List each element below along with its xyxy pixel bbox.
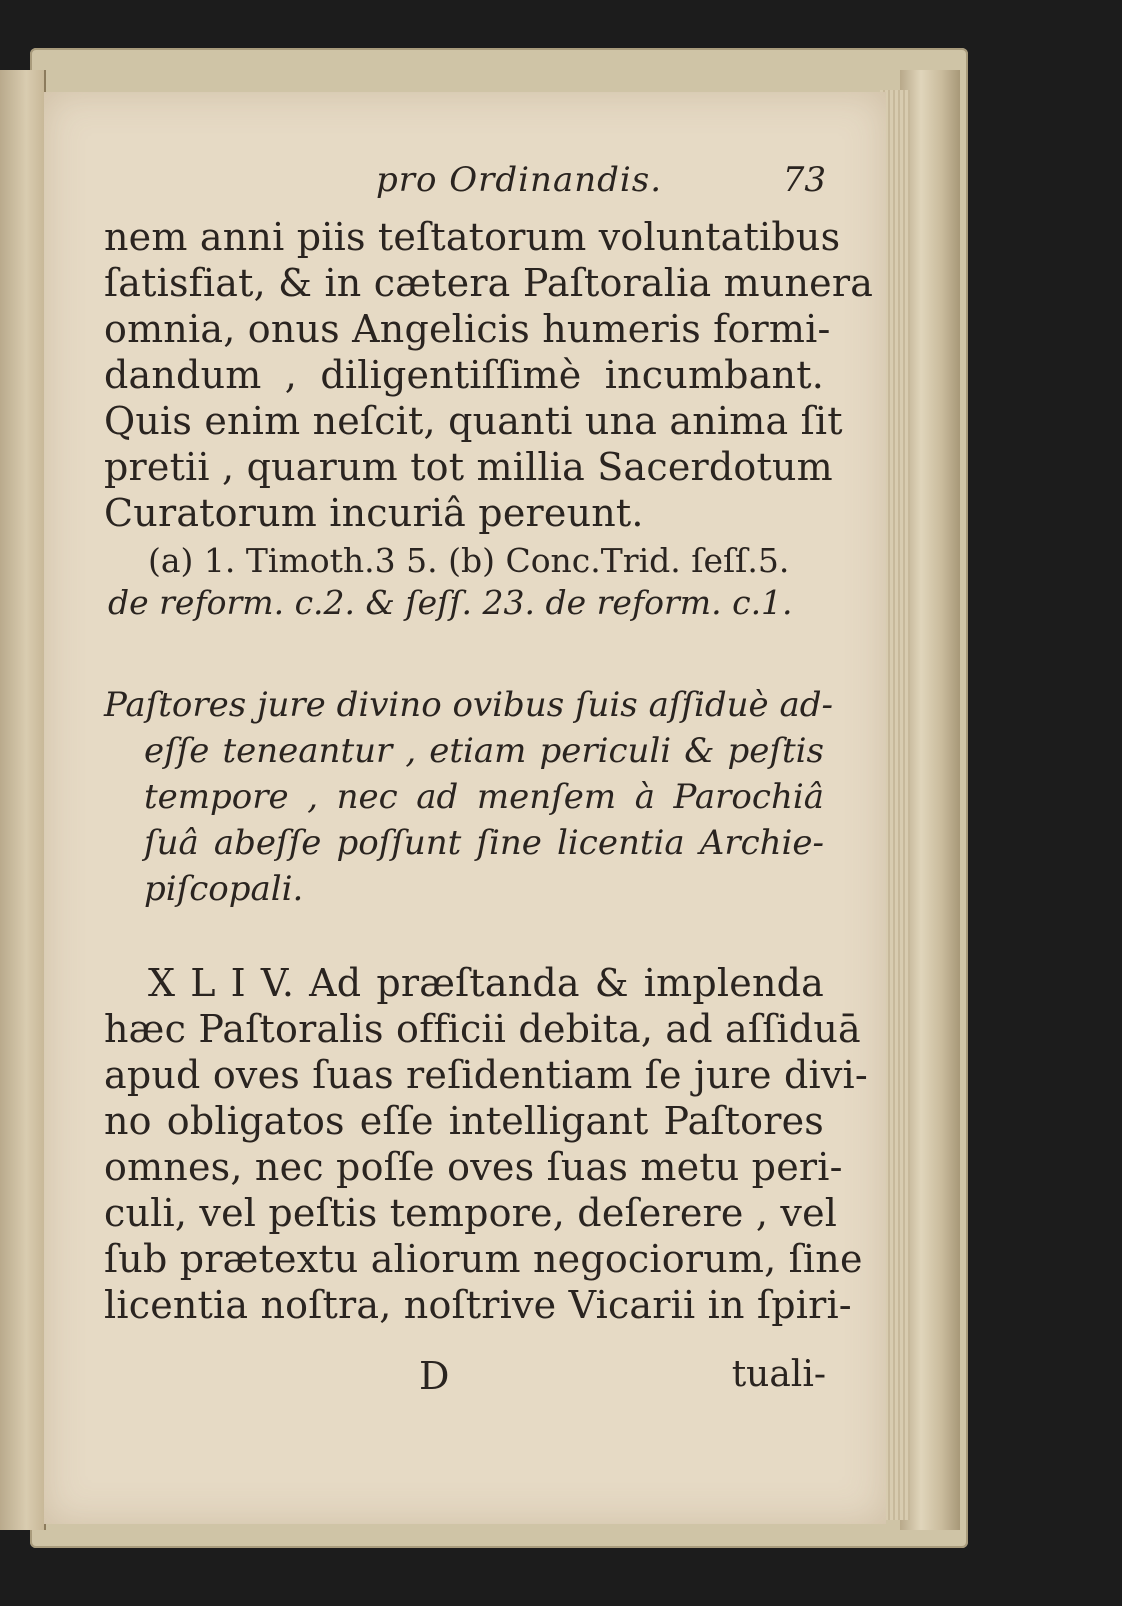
text-line: apud oves ſuas reſidentiam ſe jure divi- bbox=[104, 1053, 868, 1097]
catchword: tuali- bbox=[731, 1354, 826, 1395]
text-line: Curatorum incuriâ pereunt. bbox=[104, 491, 644, 535]
text-line: hæc Paſtoralis officii debita, ad aſſiduā bbox=[104, 1007, 861, 1051]
text-line: dandum , diligentiſſimè incumbant. bbox=[104, 353, 824, 397]
running-head: pro Ordinandis. bbox=[376, 160, 663, 200]
text-line: ſatisfiat, & in cætera Paſtoralia munera bbox=[104, 261, 874, 305]
page-header bbox=[336, 160, 826, 210]
summary-line: ſuâ abeſſe poſſunt ſine licentia Archie- bbox=[144, 823, 824, 863]
footnotes bbox=[108, 540, 828, 624]
previous-page-edge bbox=[0, 70, 46, 1530]
signature-mark: D bbox=[419, 1354, 450, 1398]
text-line: omnes, nec poſſe oves ſuas metu peri- bbox=[104, 1145, 843, 1189]
summary-line: piſcopali. bbox=[144, 869, 304, 909]
article-text bbox=[104, 960, 868, 1328]
text-line: licentia noſtra, noſtrive Vicarii in ſpiri- bbox=[104, 1283, 852, 1327]
page-number: 73 bbox=[782, 160, 826, 200]
main-text bbox=[104, 214, 874, 536]
summary-line: Paſtores jure divino ovibus ſuis aſſiduè ad- bbox=[104, 685, 833, 725]
book-page bbox=[44, 92, 886, 1524]
text-line: omnia, onus Angelicis humeris formi- bbox=[104, 307, 831, 351]
text-line: nem anni piis teſtatorum voluntatibus bbox=[104, 215, 841, 259]
text-line: Quis enim neſcit, quanti una anima ſit bbox=[104, 399, 843, 443]
summary-line: eſſe teneantur , etiam periculi & peſtis bbox=[144, 731, 824, 771]
text-line: no obligatos eſſe intelligant Paſtores bbox=[104, 1099, 824, 1143]
footnote-line: de reform. c.2. & ſeſſ. 23. de reform. c.1. bbox=[108, 583, 793, 622]
text-line: ſub prætextu aliorum negociorum, ſine bbox=[104, 1237, 863, 1281]
text-line: culi, vel peſtis tempore, deſerere , vel bbox=[104, 1191, 838, 1235]
text-line: X L I V. Ad præſtanda & implenda bbox=[148, 961, 824, 1005]
footnote-line: (a) 1. Timoth.3 5. (b) Conc.Trid. ſeſſ.5. bbox=[148, 541, 790, 580]
marginal-summary bbox=[104, 682, 833, 912]
text-line: pretii , quarum tot millia Sacerdotum bbox=[104, 445, 833, 489]
summary-line: tempore , nec ad menſem à Parochiâ bbox=[144, 777, 824, 817]
